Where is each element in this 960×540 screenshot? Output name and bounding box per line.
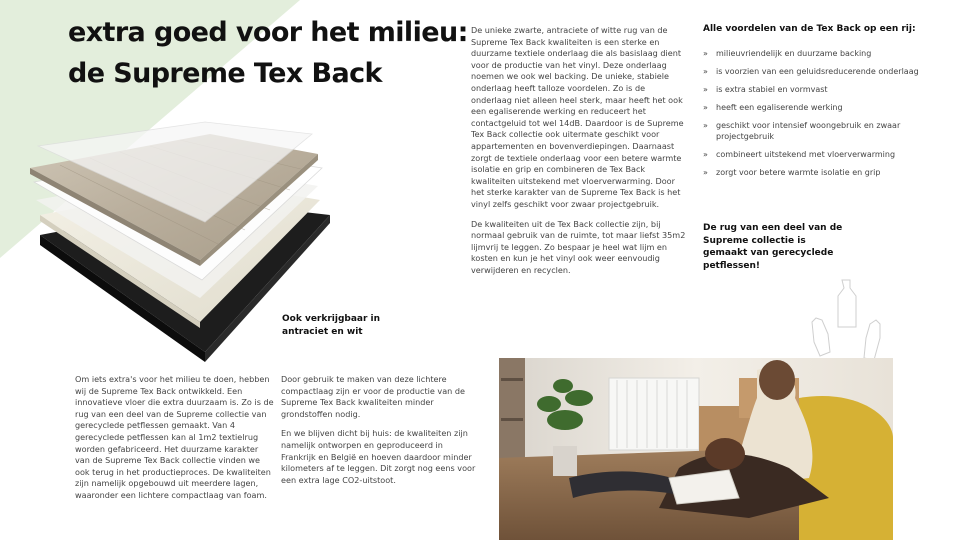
benefits-list <box>703 23 933 186</box>
intro-paragraph-1: De unieke zwarte, antraciete of witte rug van de Supreme Tex Back kwaliteiten is een sterke en duurzame textiele onderlaag die als basislaag dient voor de productie van het vinyl. Deze onderlaag noemen we ook wel backing. De unieke, stabiele onderlaag heeft talloze voordelen. Zo is de onderlaag niet alleen heel sterk, maar heeft het ook een egaliserende werking en reduceert het contactgeluid tot wel 14dB. Daardoor is de Supreme Tex Back collectie ook uitermate geschikt voor appartementen en bovenverdiepingen. Daarnaast zorgt de textiele onderlaag voor een betere warmte isolatie en grip en combineren de Tex Back kwaliteiten uitstekend met vloerverwarming. Door het sterke karakter van de Supreme Tex Back is het vinyl zelfs geschikt voor zwaar projectgebruik. <box>471 25 684 209</box>
list-item: » is extra stabiel en vormvast <box>703 85 828 94</box>
bottom-left-text <box>75 374 275 510</box>
intro-paragraph-2: De kwaliteiten uit de Tex Back collectie zijn, bij normaal gebruik van de ruimte, tot maar liefst 35m2 lijmvrij te leggen. Zo bespaar je heel wat lijm en kosten en kun je het vinyl ook weer eenvoudig verwijderen en recyclen. <box>471 218 686 275</box>
recycled-bottles-callout: De rug van een deel van de Supreme collectie is gemaakt van gerecyclede petflessen! <box>703 223 843 271</box>
bottles-icon <box>800 272 900 372</box>
list-item: » geschikt voor intensief woongebruik en zwaar projectgebruik <box>703 121 901 141</box>
list-item: » zorgt voor betere warmte isolatie en grip <box>703 167 881 177</box>
bullet-arrow-icon: » <box>703 85 708 94</box>
list-item: » milieuvriendelijk en duurzame backing <box>703 49 872 58</box>
bottom-mid-paragraph-1: Door gebruik te maken van deze lichtere compactlaag zijn er voor de productie van de Supreme Tex Back kwaliteiten minder grondstoffen nodig. <box>281 374 465 419</box>
list-item: » heeft een egaliserende werking <box>703 103 843 112</box>
bullet-arrow-icon: » <box>703 49 708 58</box>
page-title <box>68 12 468 94</box>
lifestyle-photo <box>499 358 893 540</box>
list-item: » is voorzien van een geluidsreducerende onderlaag <box>703 67 919 76</box>
list-item: » combineert uitstekend met vloerverwarming <box>703 149 896 159</box>
bullet-arrow-icon: » <box>703 67 708 76</box>
bullet-arrow-icon: » <box>703 149 708 159</box>
bullet-arrow-icon: » <box>703 167 708 177</box>
title-line-2: de Supreme Tex Back <box>68 58 382 89</box>
bottom-left-paragraph: Om iets extra's voor het milieu te doen, hebben wij de Supreme Tex Back ontwikkeld. Een innovatieve vloer die extra duurzaam is. Zo is de rug van een deel van de Supreme collectie van gerecyclede petflessen gemaakt. Van 4 gerecyclede petflessen kan al 1m2 textielrug worden gefabriceerd. Het duurzame karakter van de Supreme Tex Back collectie vinden we ook terug in het productieproces. De kwaliteiten zijn namelijk opgebouwd uit meerdere lagen, waaronder een lichtere compactlaag van foam. <box>75 374 274 500</box>
intro-text <box>471 25 686 284</box>
bullet-arrow-icon: » <box>703 121 708 130</box>
caption-colors: Ook verkrijgbaar in antraciet en wit <box>282 314 381 337</box>
benefits-heading: Alle voordelen van de Tex Back op een rij: <box>703 24 916 34</box>
title-line-1: extra goed voor het milieu: <box>68 17 468 48</box>
bottom-mid-paragraph-2: En we blijven dicht bij huis: de kwaliteiten zijn namelijk ontworpen en geproduceerd in Frankrijk en België en hoeven daardoor minder kilometers af te leggen. Dit zorgt nog eens voor een extra lage CO2-uitstoot. <box>281 428 476 485</box>
bullet-arrow-icon: » <box>703 103 708 112</box>
bottom-middle-text <box>281 374 477 494</box>
